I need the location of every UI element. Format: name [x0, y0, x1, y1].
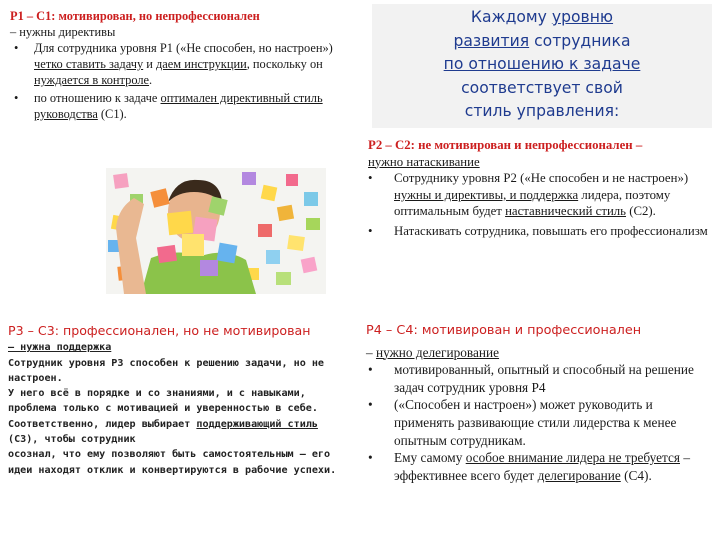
p1-subheading: – нужны директивы: [10, 25, 116, 39]
title-line-2: развития сотрудника: [453, 31, 631, 50]
section-p3: [8, 323, 348, 478]
p4-bullet-3: • Ему самому особое внимание лидера не требуется – эффективнее всего будет делегирование (С4).: [368, 450, 690, 483]
title-line-3: по отношению к задаче: [443, 55, 641, 73]
bullet-marker: •: [368, 362, 373, 378]
title-line-4: соответствует свой: [461, 78, 623, 97]
bullet-marker: •: [368, 397, 373, 413]
bullet-marker: •: [14, 91, 19, 105]
p3-text-3: Соответственно, лидер выбирает поддерживающий стиль (С3), чтобы сотрудник: [8, 418, 318, 446]
photo-illustration: [106, 168, 326, 294]
bullet-marker: •: [14, 41, 19, 55]
p3-subheading: – нужна поддержка: [8, 342, 112, 354]
p4-bullet-1: • мотивированный, опытный и способный на решение задач сотрудник уровня Р4: [368, 362, 694, 395]
title-box: [372, 4, 712, 128]
section-p1: [10, 8, 340, 122]
p2-heading: Р2 – С2: не мотивирован и непрофессионален –: [368, 138, 643, 152]
bullet-marker: •: [368, 171, 373, 186]
title-line-5: стиль управления:: [464, 102, 620, 120]
p3-heading: Р3 – С3: профессионален, но не мотивирован: [8, 323, 311, 338]
bullet-marker: •: [368, 450, 373, 466]
section-p2: [368, 137, 714, 240]
section-p4: [366, 322, 716, 484]
p3-text-1: Сотрудник уровня Р3 способен к решению задачи, но не настроен.: [8, 357, 325, 384]
p2-subheading: нужно натаскивание: [368, 154, 480, 169]
sticky-notes-photo: [106, 168, 326, 294]
p4-subheading: – нужно делегирование: [366, 344, 500, 360]
p1-heading: Р1 – С1: мотивирован, но непрофессионален: [10, 9, 260, 23]
p1-bullet-2: • по отношению к задаче оптимален директивный стиль руководства (С1).: [14, 91, 323, 121]
p2-bullet-2: • Натаскивать сотрудника, повышать его профессионализм: [368, 223, 708, 238]
p3-text-2: У него всё в порядке и со знаниями, и с навыками, проблема только с мотивацией и уверенностью в себе.: [8, 388, 318, 415]
title-line-1: Каждому уровню: [470, 8, 614, 26]
p2-bullet-1: • Сотруднику уровня Р2 («Не способен и не настроен») нужны и директивы, и поддержка лидера, поэтому оптимальным будет наставнический стиль (С2).: [368, 171, 689, 219]
p1-bullet-1: • Для сотрудника уровня Р1 («Не способен, но настроен») четко ставить задачу и даем инструкции, поскольку он нуждается в контроле.: [14, 41, 333, 87]
p4-bullet-2: • («Способен и настроен») может руководить и применять развивающие стили лидерства к менее опытным сотрудникам.: [368, 397, 677, 448]
bullet-marker: •: [368, 223, 373, 238]
p3-text-4: осознал, что ему позволяют быть самостоятельным – его идеи находят отклик и конвертируются в рабочие успехи.: [8, 449, 337, 476]
p4-heading: Р4 – С4: мотивирован и профессионален: [366, 323, 642, 338]
